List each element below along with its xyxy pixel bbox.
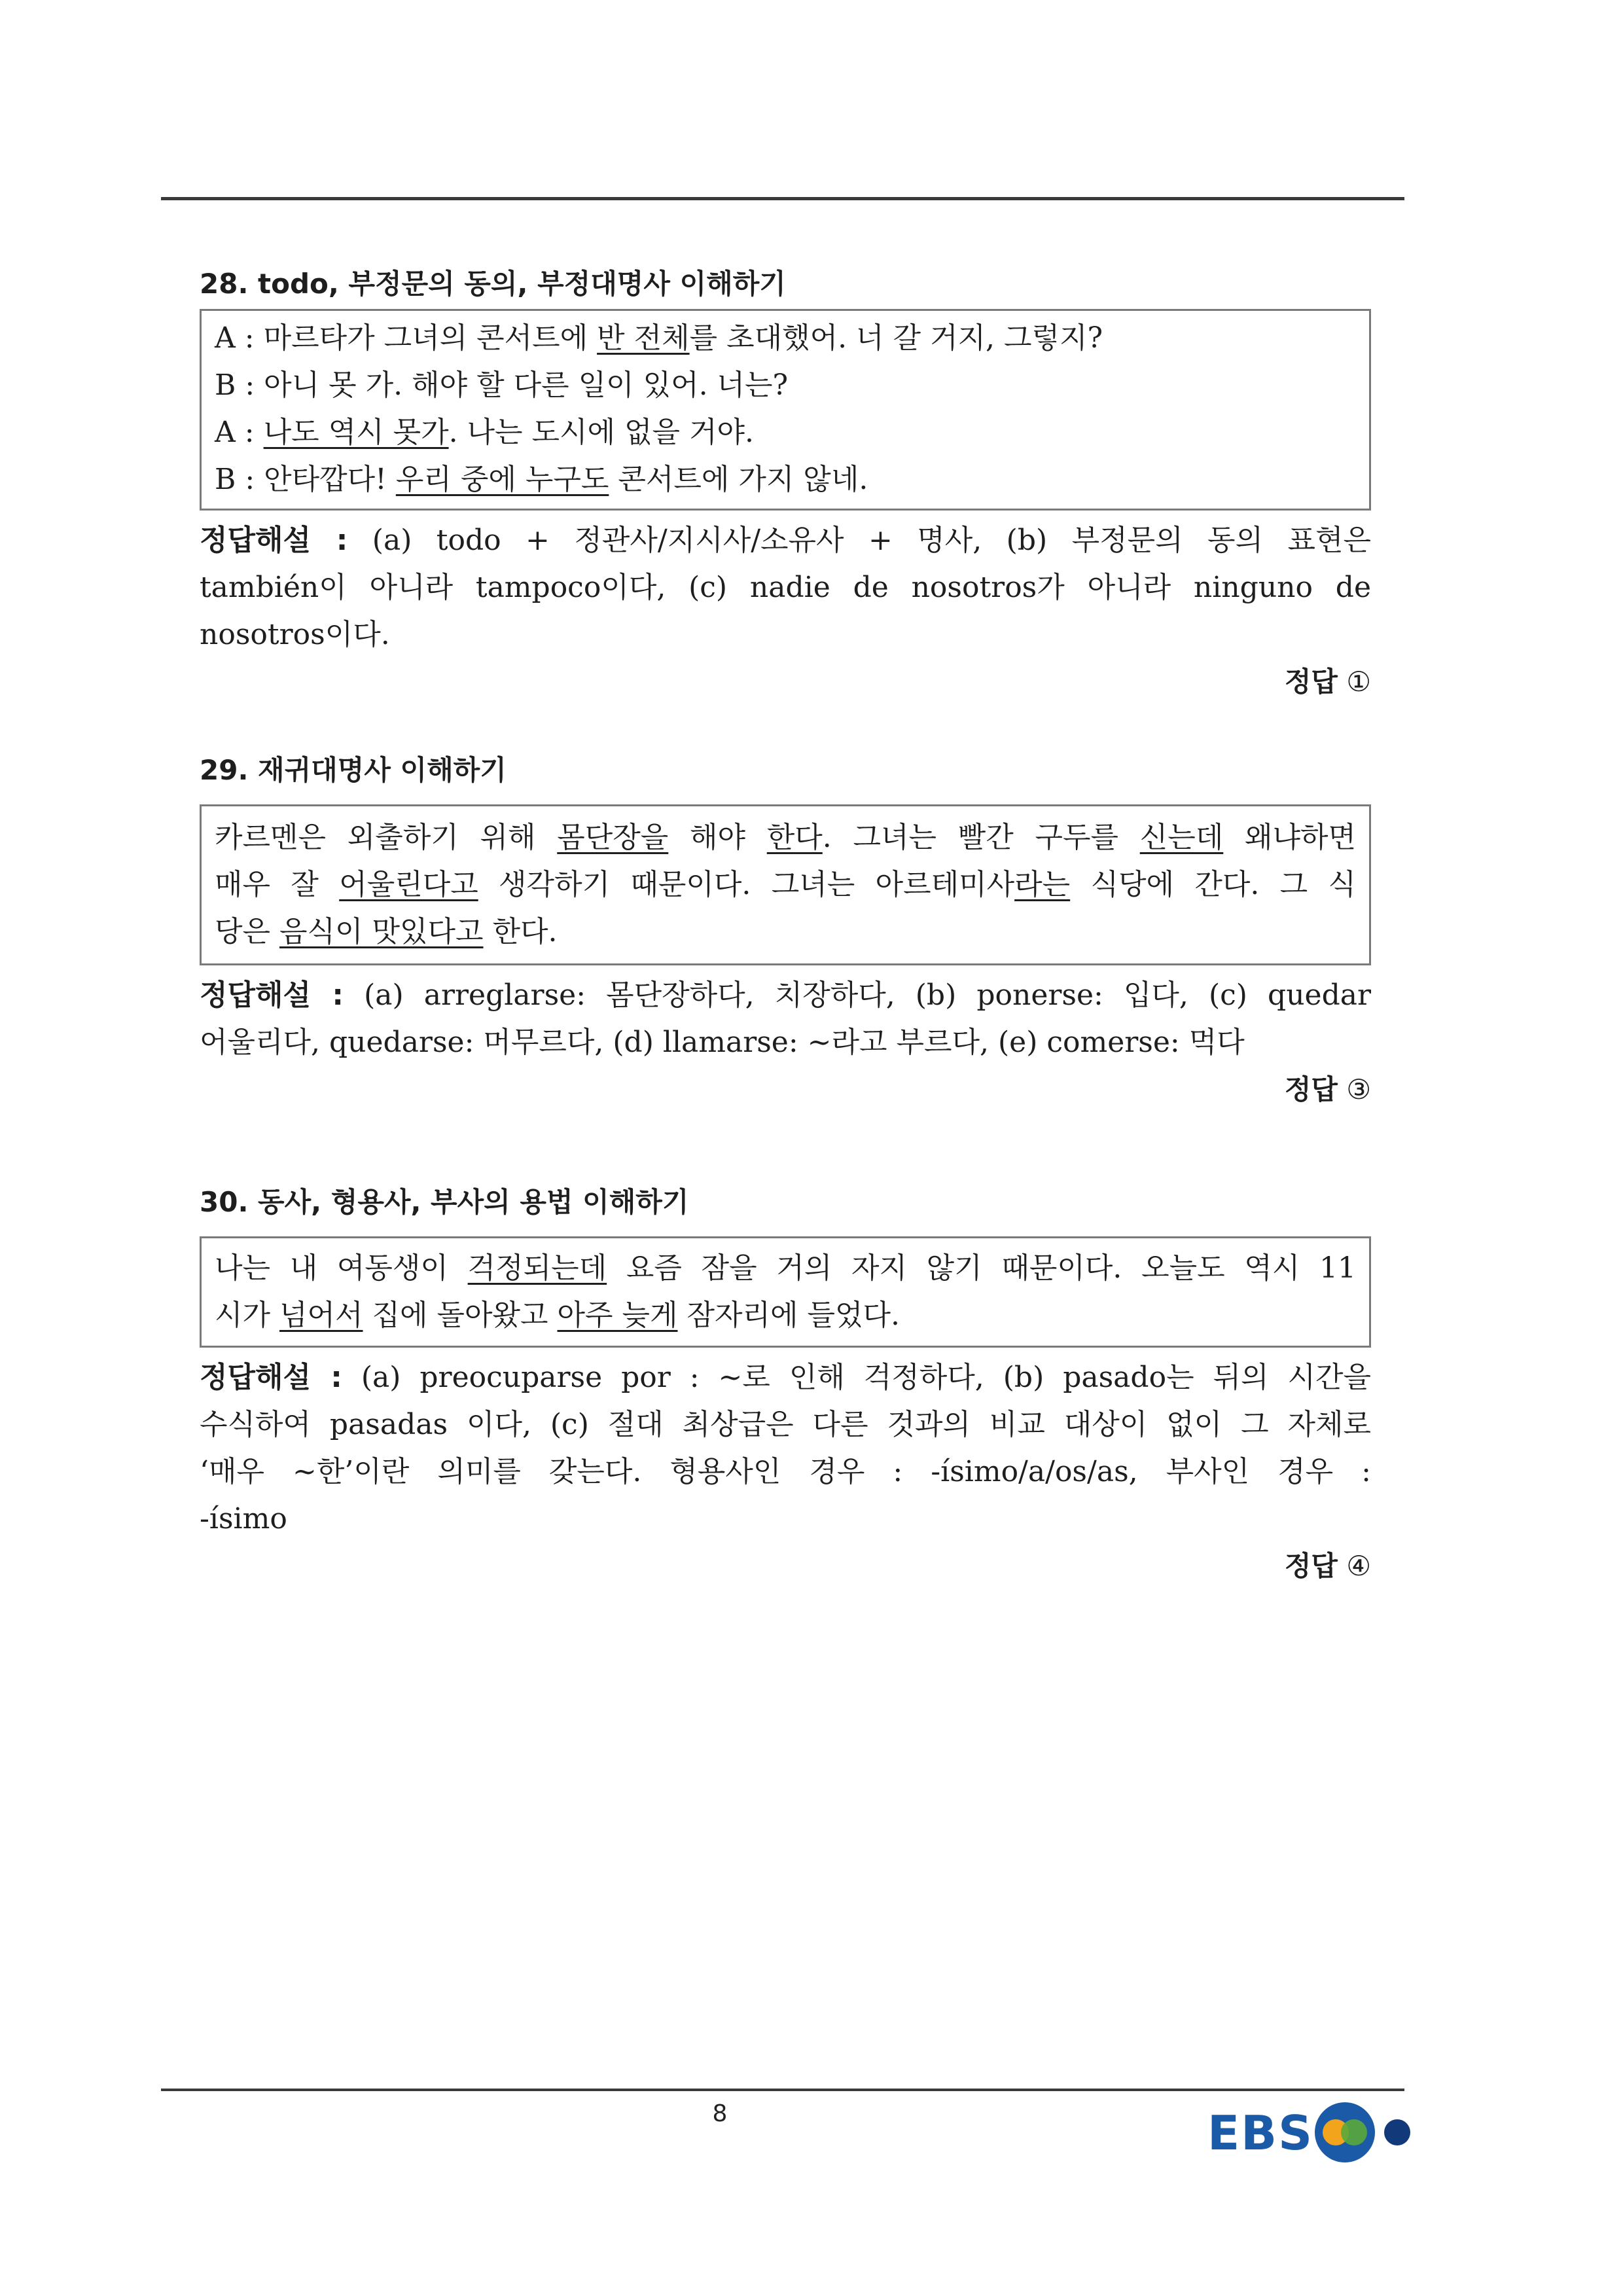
q29-passage-line-3 bbox=[215, 908, 1356, 956]
q29-text: 한다. bbox=[483, 915, 558, 948]
q30-answer-value: ④ bbox=[1346, 1550, 1371, 1582]
question-29 bbox=[200, 751, 1371, 1113]
q29-text: 카르멘은 외출하기 위해 bbox=[215, 821, 558, 854]
q28-line-3-text: A : bbox=[215, 416, 264, 449]
q29-underline: 라는 bbox=[1014, 868, 1071, 901]
ebs-logo bbox=[1207, 2092, 1423, 2170]
q30-text: 잠자리에 들었다. bbox=[677, 1299, 901, 1332]
q29-underline: 어울린다고 bbox=[339, 868, 478, 901]
page-number: 8 bbox=[712, 2100, 728, 2127]
q29-underline: 한다 bbox=[766, 821, 823, 854]
ebs-logo-green-dot bbox=[1341, 2119, 1367, 2145]
q29-answer bbox=[200, 1066, 1371, 1113]
q30-underline: 아주 늦게 bbox=[557, 1299, 678, 1332]
q29-explanation-line: (a) arreglarse: 몸단장하다, 치장하다, (b) ponerse: 입다, (c) quedar bbox=[344, 978, 1372, 1012]
q28-line-4-text: B : 안타깝다! bbox=[215, 463, 396, 496]
q29-passage-line-2 bbox=[215, 861, 1356, 908]
q29-text: 생각하기 때문이다. 그녀는 아르테미사 bbox=[478, 868, 1015, 901]
q30-explanation-label: 정답해설 : bbox=[200, 1361, 342, 1394]
q29-text: 해야 bbox=[668, 821, 767, 854]
q30-text: 집에 돌아왔고 bbox=[363, 1299, 558, 1332]
q28-line-2-text: B : 아니 못 가. 해야 할 다른 일이 있어. 너는? bbox=[215, 368, 789, 402]
q28-explanation-line: (a) todo + 정관사/지시사/소유사 + 명사, (b) 부정문의 동의 표현은 bbox=[348, 524, 1371, 557]
q28-line-1 bbox=[215, 315, 1356, 362]
q30-text: 요즘 잠을 거의 자지 않기 때문이다. 오늘도 역시 11 bbox=[607, 1251, 1356, 1285]
q28-line-3-rest: . 나는 도시에 없을 거야. bbox=[448, 416, 755, 449]
q30-explanation bbox=[200, 1354, 1371, 1543]
q30-text: 나는 내 여동생이 bbox=[215, 1251, 468, 1285]
q28-line-1-underline: 반 전체 bbox=[597, 321, 690, 355]
q29-answer-value: ③ bbox=[1346, 1073, 1371, 1105]
q29-heading: 29. 재귀대명사 이해하기 bbox=[200, 754, 507, 786]
q28-line-4-rest: 콘서트에 가지 않네. bbox=[609, 463, 868, 496]
q29-explanation bbox=[200, 972, 1371, 1066]
q30-answer-label: 정답 bbox=[1284, 1550, 1338, 1582]
q29-explanation-line: 어울리다, quedarse: 머무르다, (d) llamarse: ~라고 부르다, (e) comerse: 먹다 bbox=[200, 1026, 1245, 1059]
q30-explanation-line: (a) preocuparse por : ~로 인해 걱정하다, (b) pasado는 뒤의 시간을 bbox=[342, 1361, 1371, 1394]
footer-rule bbox=[161, 2089, 1404, 2091]
q29-explanation-label: 정답해설 : bbox=[200, 978, 344, 1012]
q30-text: 시가 bbox=[215, 1299, 279, 1332]
q30-passage-box bbox=[200, 1236, 1371, 1348]
header-rule bbox=[161, 197, 1404, 200]
q30-explanation-line: 수식하여 pasadas 이다, (c) 절대 최상급은 다른 것과의 비교 대상이 없이 그 자체로 bbox=[200, 1408, 1371, 1441]
q30-explanation-line: -ísimo bbox=[200, 1502, 287, 1535]
q28-line-1-rest: 를 초대했어. 너 갈 거지, 그렇지? bbox=[689, 321, 1103, 355]
q28-line-4 bbox=[215, 456, 1356, 503]
q30-underline: 걱정되는데 bbox=[467, 1251, 607, 1285]
q29-passage-box bbox=[200, 804, 1371, 965]
q29-text: 매우 잘 bbox=[215, 868, 340, 901]
q28-explanation bbox=[200, 517, 1371, 658]
q30-passage-line-2 bbox=[215, 1292, 1356, 1339]
q28-line-4-underline: 우리 중에 누구도 bbox=[395, 463, 609, 496]
q28-explanation-line: nosotros이다. bbox=[200, 618, 390, 651]
q29-passage-line-1 bbox=[215, 814, 1356, 861]
q29-text: . 그녀는 빨간 구두를 bbox=[822, 821, 1140, 854]
q29-text: 당은 bbox=[215, 915, 279, 948]
q29-text: 식당에 간다. 그 식 bbox=[1070, 868, 1356, 901]
q28-answer bbox=[200, 658, 1371, 706]
q28-answer-label: 정답 bbox=[1284, 666, 1338, 698]
q28-explanation-label: 정답해설 : bbox=[200, 524, 348, 557]
q30-answer bbox=[200, 1543, 1371, 1590]
q28-line-3 bbox=[215, 409, 1356, 456]
q29-answer-label: 정답 bbox=[1284, 1073, 1338, 1105]
question-30 bbox=[200, 1183, 1371, 1590]
q28-heading: 28. todo, 부정문의 동의, 부정대명사 이해하기 bbox=[200, 268, 786, 300]
q28-explanation-line: también이 아니라 tampoco이다, (c) nadie de nosotros가 아니라 ninguno de bbox=[200, 571, 1371, 604]
ebs-logo-navy-dot bbox=[1384, 2119, 1410, 2145]
q30-heading: 30. 동사, 형용사, 부사의 용법 이해하기 bbox=[200, 1186, 689, 1218]
q29-underline: 몸단장을 bbox=[557, 821, 669, 854]
q28-line-3-underline: 나도 역시 못가 bbox=[263, 416, 449, 449]
q29-underline: 음식이 맛있다고 bbox=[279, 915, 484, 948]
q30-underline: 넘어서 bbox=[279, 1299, 363, 1332]
q28-line-2 bbox=[215, 362, 1356, 409]
q30-passage-line-1 bbox=[215, 1245, 1356, 1292]
ebs-logo-text: EBS bbox=[1207, 2106, 1313, 2161]
q29-underline: 신는데 bbox=[1139, 821, 1224, 854]
question-28 bbox=[200, 264, 1371, 706]
q28-answer-value: ① bbox=[1346, 666, 1371, 698]
q28-line-1-text: A : 마르타가 그녀의 콘서트에 bbox=[215, 321, 597, 355]
q29-text: 왜냐하면 bbox=[1223, 821, 1357, 854]
q30-explanation-line: ‘매우 ~한’이란 의미를 갖는다. 형용사인 경우 : -ísimo/a/os/as, 부사인 경우 : bbox=[200, 1455, 1371, 1488]
q28-dialogue-box bbox=[200, 309, 1371, 511]
